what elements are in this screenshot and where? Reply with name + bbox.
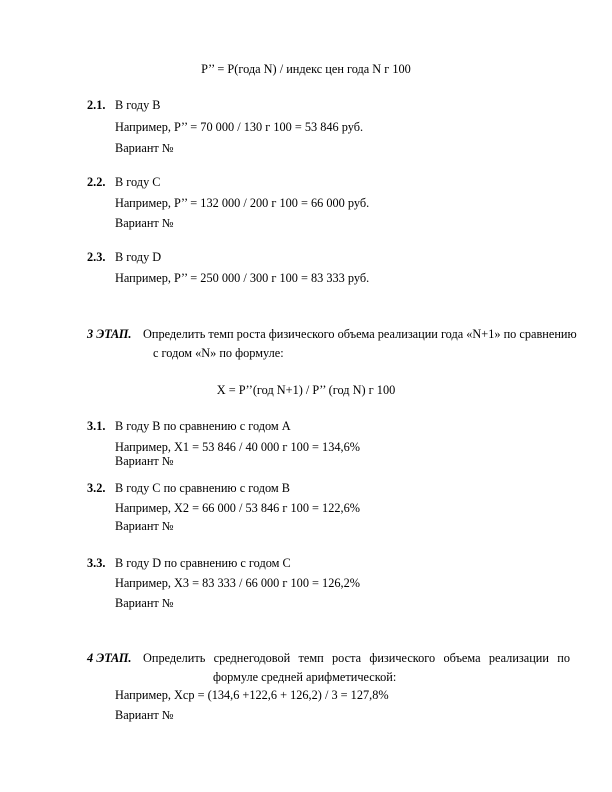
item-example: Например, Р’’ = 132 000 / 200 г 100 = 66 000 руб.	[115, 196, 370, 210]
stage-3-instruction: Определить темп роста физического объема реализации года «N+1» по сравнению	[143, 327, 577, 341]
item-variant: Вариант №	[115, 216, 174, 230]
stage-4-label: 4 ЭТАП.	[87, 651, 132, 665]
item-variant: Вариант №	[115, 141, 174, 155]
item-number: 3.2.	[87, 481, 106, 495]
item-variant: Вариант №	[115, 454, 174, 468]
item-number: 2.2.	[87, 175, 106, 189]
stage-4-example: Например, Xср = (134,6 +122,6 + 126,2) / 3 = 127,8%	[115, 688, 389, 702]
item-number: 2.3.	[87, 250, 106, 264]
item-example: Например, Р’’ = 250 000 / 300 г 100 = 83 333 руб.	[115, 271, 370, 285]
item-title: В году С	[115, 175, 161, 189]
item-title: В году В по сравнению с годом А	[115, 419, 291, 433]
item-title: В году В	[115, 98, 161, 112]
item-variant: Вариант №	[115, 596, 174, 610]
item-title: В году D	[115, 250, 162, 264]
item-example: Например, X3 = 83 333 / 66 000 г 100 = 126,2%	[115, 576, 360, 590]
stage-4-instruction: Определить среднегодовой темп роста физического объема реализации по	[143, 651, 570, 665]
item-number: 2.1.	[87, 98, 106, 112]
item-example: Например, Р’’ = 70 000 / 130 г 100 = 53 846 руб.	[115, 120, 364, 134]
formula-real-volume: Р’’ = Р(года N) / индекс цен года N г 100	[201, 62, 411, 76]
item-number: 3.1.	[87, 419, 106, 433]
stage-3-instruction-cont: с годом «N» по формуле:	[153, 346, 284, 360]
stage-3-label: 3 ЭТАП.	[87, 327, 132, 341]
item-title: В году D по сравнению с годом С	[115, 556, 291, 570]
item-variant: Вариант №	[115, 519, 174, 533]
item-number: 3.3.	[87, 556, 106, 570]
item-example: Например, X2 = 66 000 / 53 846 г 100 = 122,6%	[115, 501, 360, 515]
formula-growth-rate: X = Р’’(год N+1) / Р’’ (год N) г 100	[216, 383, 396, 397]
stage-4-instruction-cont: формуле средней арифметической:	[213, 670, 397, 684]
item-title: В году С по сравнению с годом В	[115, 481, 290, 495]
item-example: Например, X1 = 53 846 / 40 000 г 100 = 134,6%	[115, 440, 360, 454]
stage-4-variant: Вариант №	[115, 708, 174, 722]
